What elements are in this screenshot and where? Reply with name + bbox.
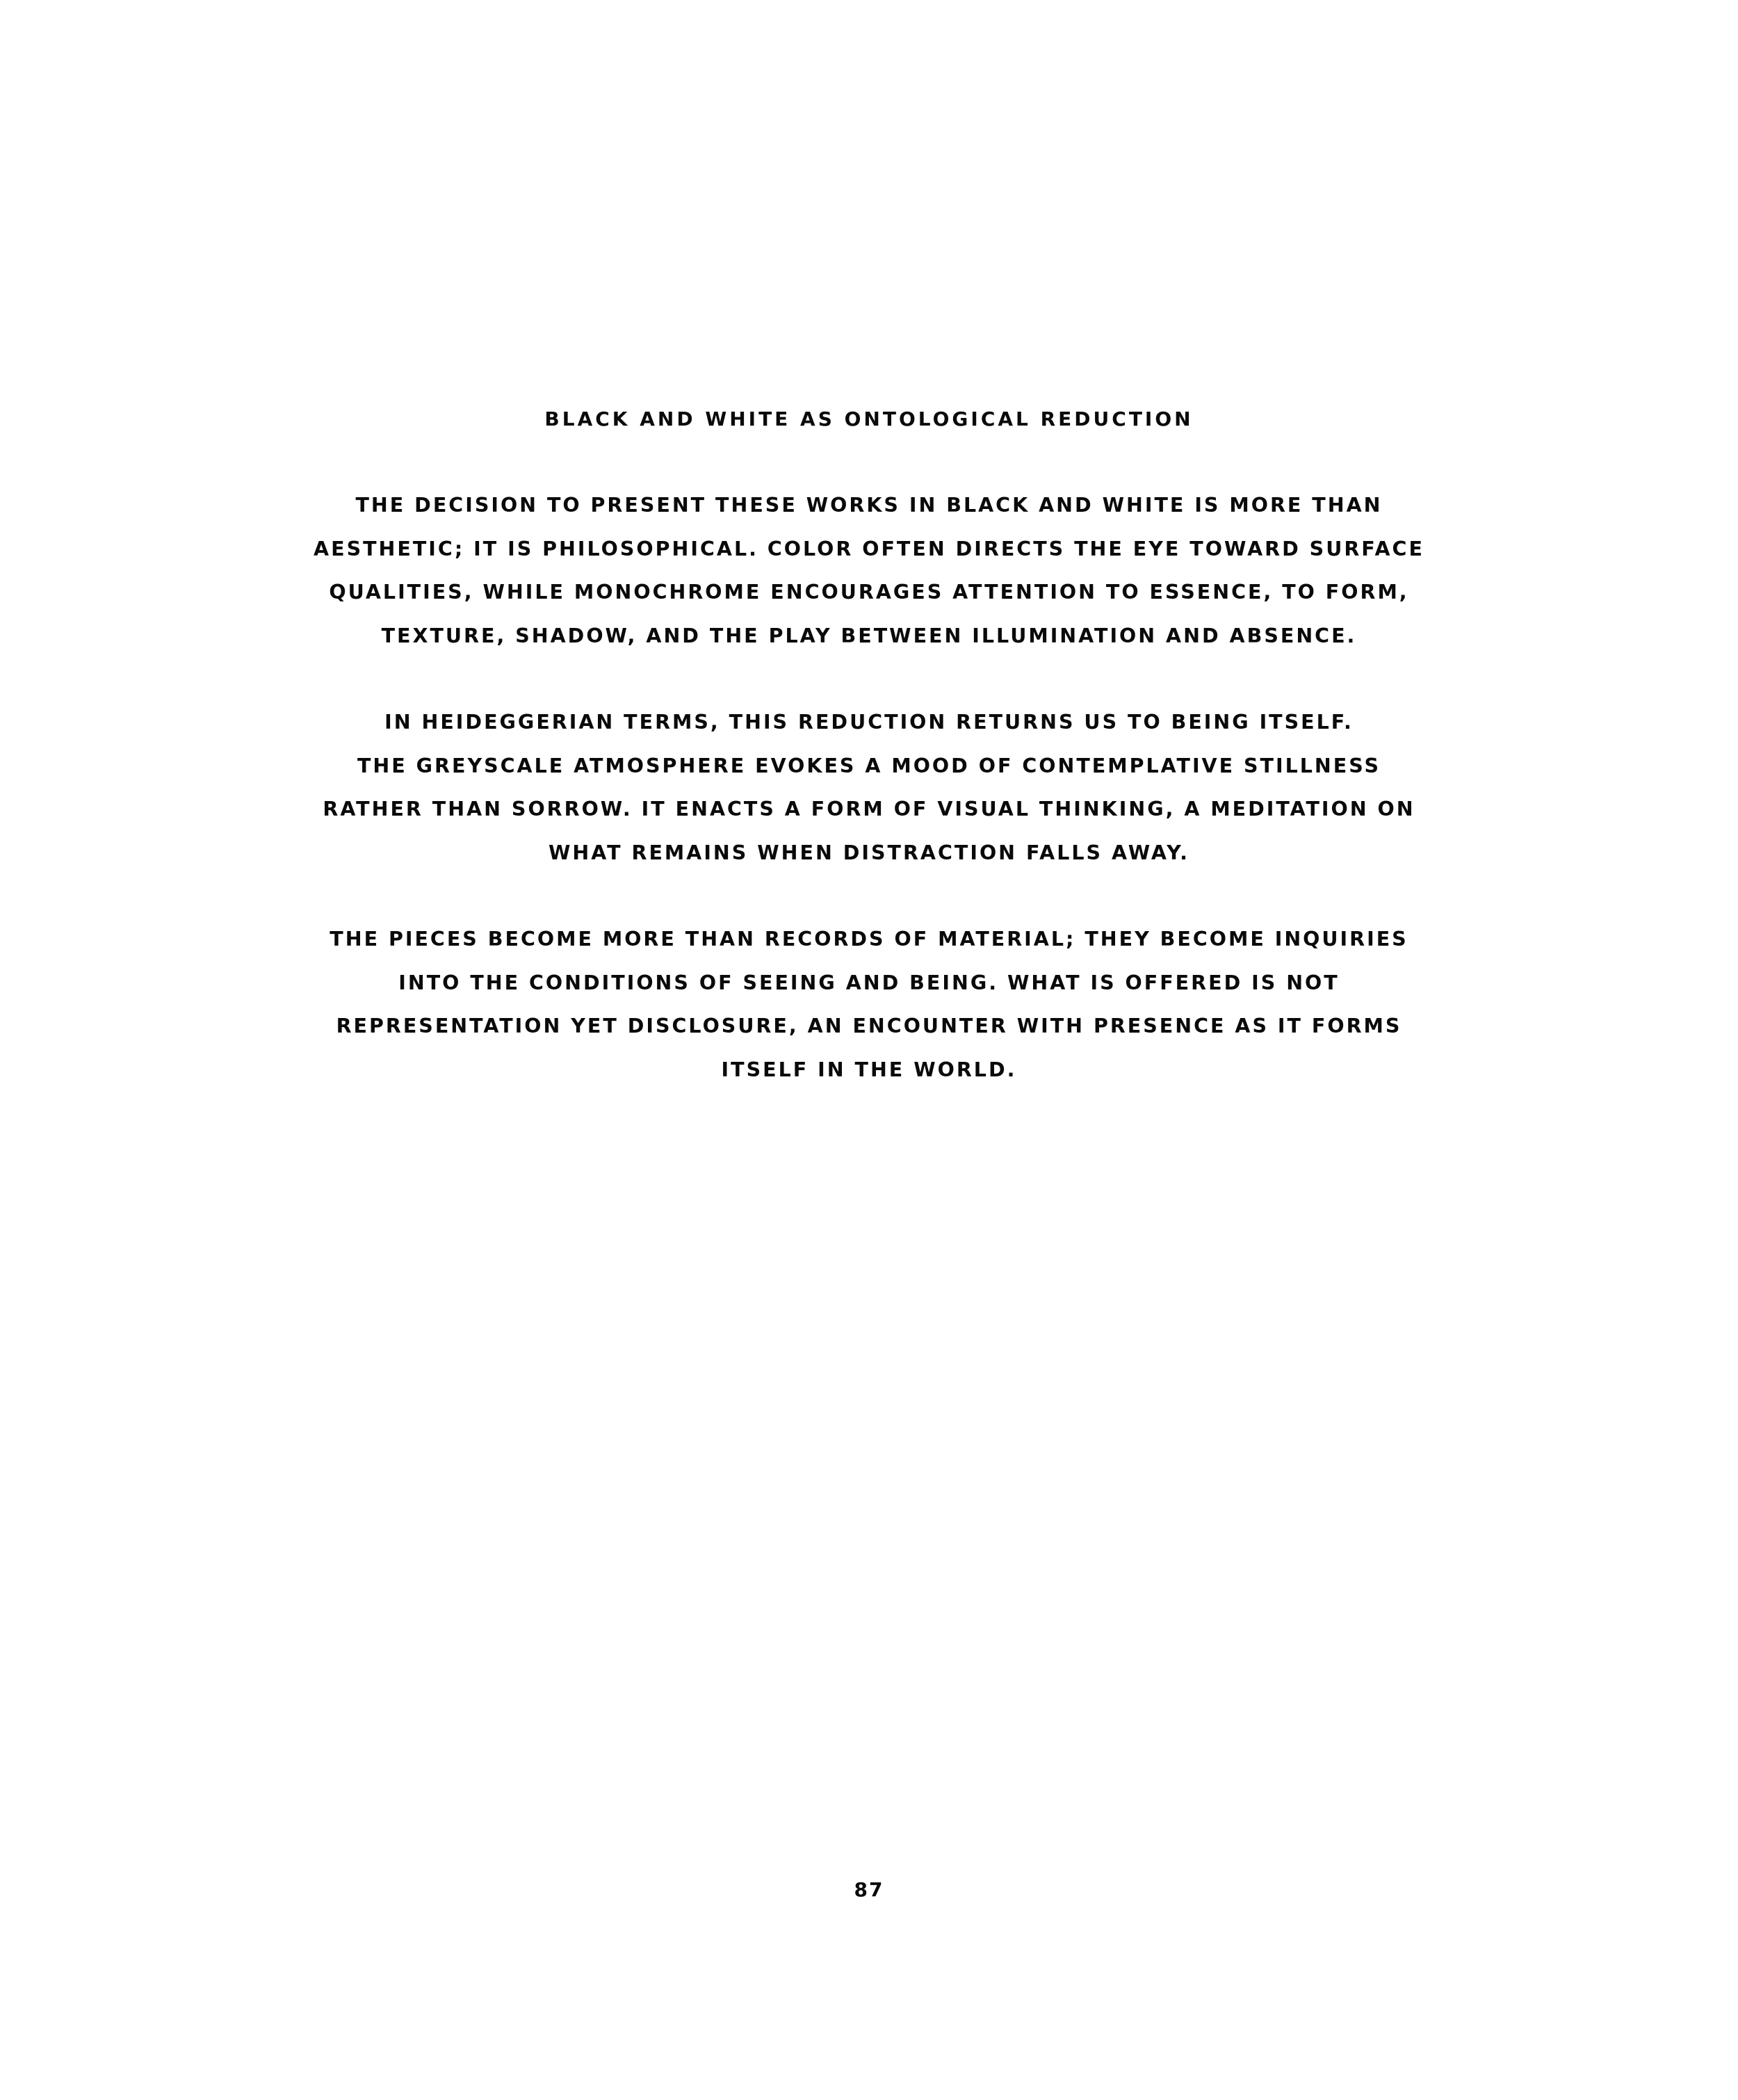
- paragraph-line: THE GREYSCALE ATMOSPHERE EVOKES A MOOD OF CONTEMPLATIVE STILLNESS: [357, 754, 1381, 777]
- paragraph-3: [0, 918, 1738, 1092]
- paragraph-line: AESTHETIC; IT IS PHILOSOPHICAL. COLOR OFTEN DIRECTS THE EYE TOWARD SURFACE: [314, 537, 1424, 560]
- paragraph-1: [0, 484, 1738, 658]
- paragraph-line: INTO THE CONDITIONS OF SEEING AND BEING. WHAT IS OFFERED IS NOT: [398, 971, 1340, 994]
- page-heading: BLACK AND WHITE AS ONTOLOGICAL REDUCTION: [544, 407, 1194, 430]
- paragraph-2: [0, 701, 1738, 875]
- paragraph-line: REPRESENTATION YET DISCLOSURE, AN ENCOUNTER WITH PRESENCE AS IT FORMS: [336, 1015, 1402, 1037]
- paragraph-line: ITSELF IN THE WORLD.: [721, 1058, 1017, 1081]
- page-number: 87: [854, 1878, 884, 1901]
- paragraph-line: QUALITIES, WHILE MONOCHROME ENCOURAGES ATTENTION TO ESSENCE, TO FORM,: [329, 581, 1409, 604]
- paragraph-line: RATHER THAN SORROW. IT ENACTS A FORM OF VISUAL THINKING, A MEDITATION ON: [323, 798, 1415, 821]
- paragraph-line: WHAT REMAINS WHEN DISTRACTION FALLS AWAY.: [549, 841, 1189, 864]
- paragraph-line: IN HEIDEGGERIAN TERMS, THIS REDUCTION RETURNS US TO BEING ITSELF.: [384, 711, 1354, 734]
- paragraph-line: THE PIECES BECOME MORE THAN RECORDS OF MATERIAL; THEY BECOME INQUIRIES: [330, 928, 1408, 951]
- paragraph-line: THE DECISION TO PRESENT THESE WORKS IN BLACK AND WHITE IS MORE THAN: [355, 494, 1383, 517]
- paragraph-line: TEXTURE, SHADOW, AND THE PLAY BETWEEN ILLUMINATION AND ABSENCE.: [381, 624, 1357, 647]
